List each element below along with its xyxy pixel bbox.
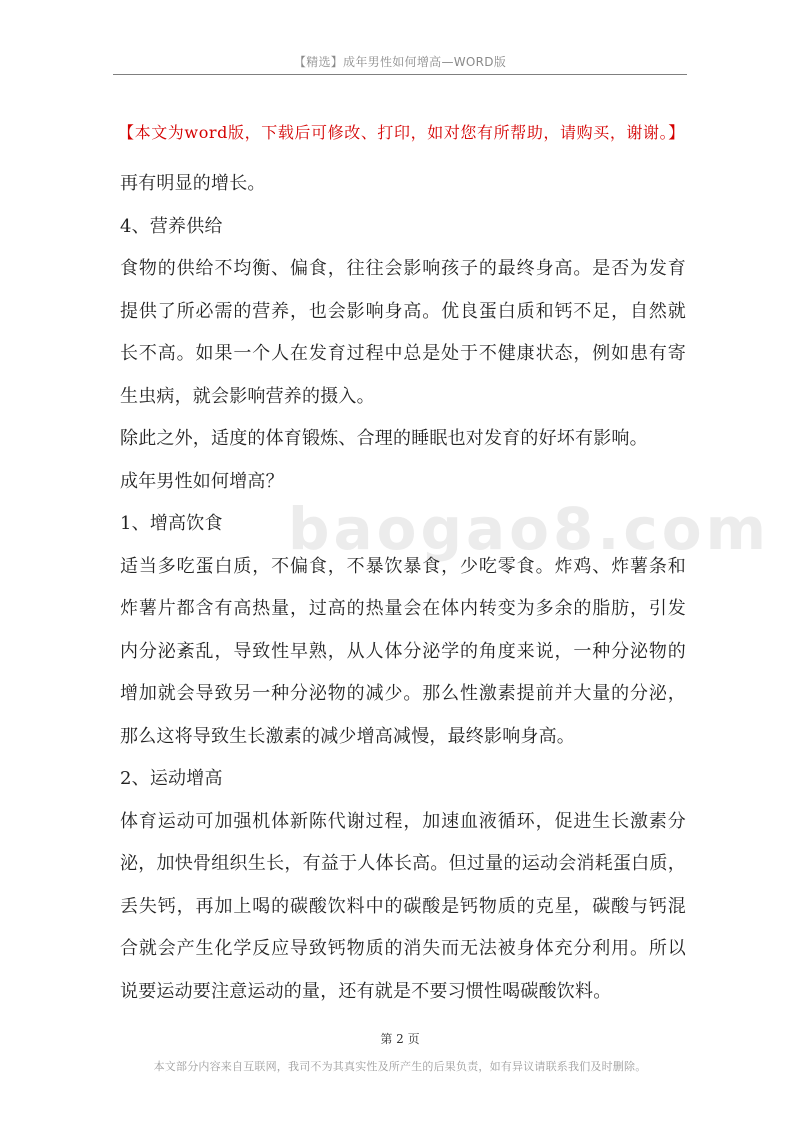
body-line: 生虫病，就会影响营养的摄入。: [120, 385, 375, 407]
header-divider: [113, 74, 687, 75]
footer-disclaimer: 本文部分内容来自互联网，我司不为其真实性及所产生的后果负责，如有异议请联系我们及时删除。: [153, 1060, 647, 1073]
page-number: 第 2 页: [380, 1032, 420, 1046]
section-heading: 2、运动增高: [120, 768, 223, 789]
body-line: 丢失钙，再加上喝的碳酸饮料中的碳酸是钙物质的克星，碳酸与钙混: [120, 895, 686, 917]
body-line: 体育运动可加强机体新陈代谢过程，加速血液循环，促进生长激素分: [120, 810, 686, 832]
watermark: baogao8.com: [288, 495, 771, 563]
body-line: 再有明显的增长。: [120, 173, 266, 194]
body-line: 食物的供给不均衡、偏食，往往会影响孩子的最终身高。是否为发育: [120, 258, 686, 279]
body-line: 那么这将导致生长激素的减少增高减慢，最终影响身高。: [120, 725, 575, 747]
body-line: 除此之外，适度的体育锻炼、合理的睡眠也对发育的好坏有影响。: [120, 428, 648, 449]
section-heading: 成年男性如何增高？: [120, 470, 284, 492]
section-heading: 4、营养供给: [120, 215, 223, 237]
body-line: 内分泌紊乱，导致性早熟，从人体分泌学的角度来说，一种分泌物的: [120, 640, 686, 662]
page-header: 【精选】成年男性如何增高—WORD版: [293, 55, 507, 69]
purchase-notice: 【本文为word版，下载后可修改、打印，如对您有所帮助，请购买，谢谢。】: [118, 123, 685, 142]
section-heading: 1、增高饮食: [120, 513, 223, 534]
body-line: 提供了所必需的营养，也会影响身高。优良蛋白质和钙不足，自然就: [120, 300, 686, 322]
body-line: 合就会产生化学反应导致钙物质的消失而无法被身体充分利用。所以: [120, 938, 686, 959]
body-line: 泌，加快骨组织生长，有益于人体长高。但过量的运动会消耗蛋白质，: [120, 853, 686, 874]
body-line: 适当多吃蛋白质，不偏食，不暴饮暴食，少吃零食。炸鸡、炸薯条和: [120, 555, 686, 577]
body-line: 炸薯片都含有高热量，过高的热量会在体内转变为多余的脂肪，引发: [120, 598, 686, 619]
body-line: 增加就会导致另一种分泌物的减少。那么性激素提前并大量的分泌，: [120, 683, 686, 704]
body-line: 长不高。如果一个人在发育过程中总是处于不健康状态，例如患有寄: [120, 343, 686, 364]
body-line: 说要运动要注意运动的量，还有就是不要习惯性喝碳酸饮料。: [120, 980, 612, 1002]
article-body: [120, 168, 686, 1018]
